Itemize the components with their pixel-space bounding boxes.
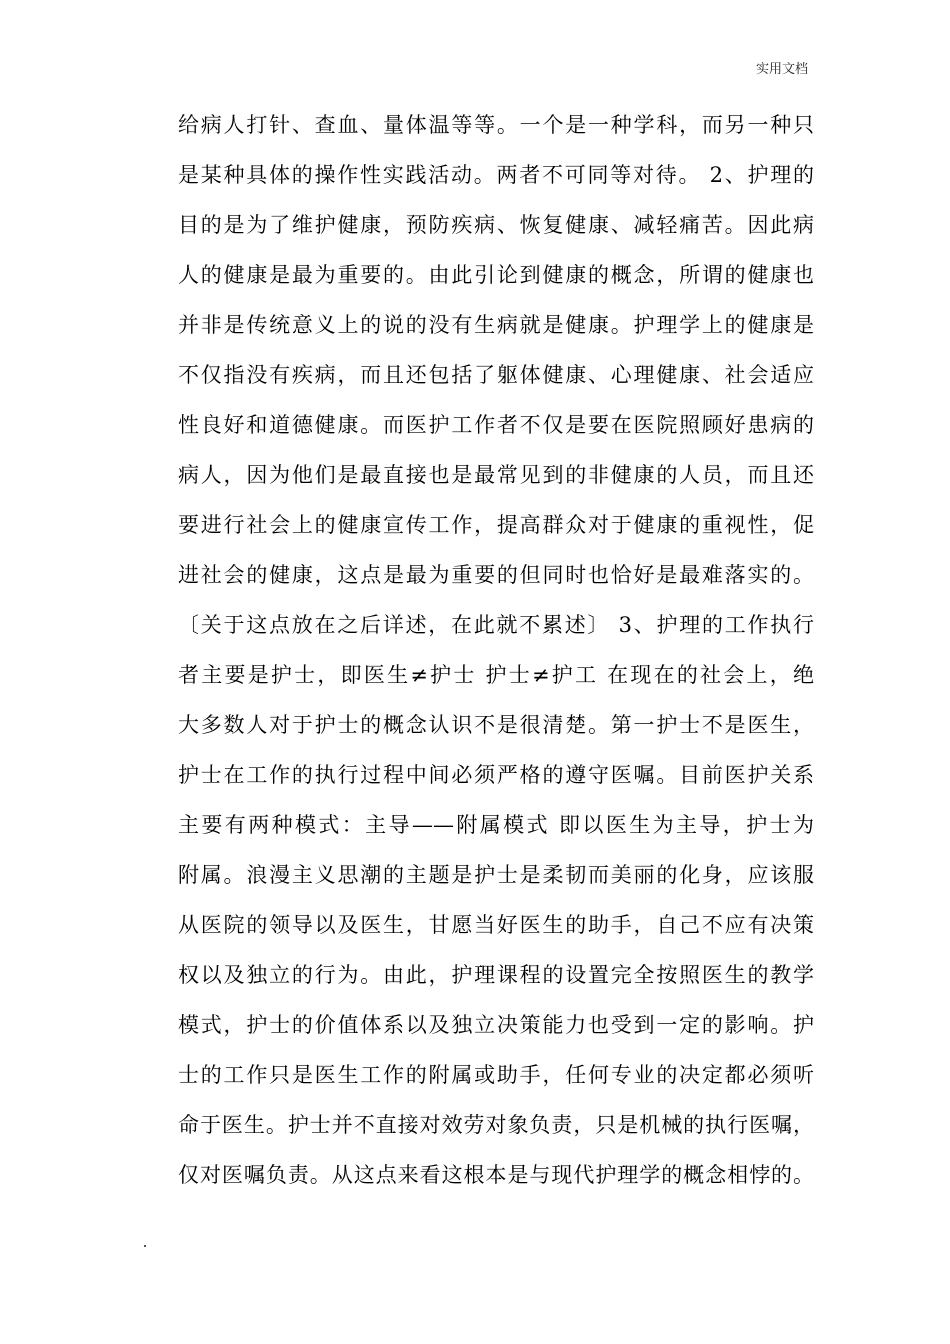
text-line: 目的是为了维护健康，预防疾病、恢复健康、减轻痛苦。因此病: [178, 213, 814, 237]
text-line: 士的工作只是医生工作的附属或助手，任何专业的决定都必须听: [178, 1063, 814, 1087]
document-body: [178, 100, 814, 1200]
text-line: 者主要是护士，即医生≠护士 护士≠护工 在现在的社会上，绝: [178, 663, 814, 687]
footer-dot: [144, 1245, 146, 1247]
text-line: 模式，护士的价值体系以及独立决策能力也受到一定的影响。护: [178, 1013, 814, 1037]
text-line: 大多数人对于护士的概念认识不是很清楚。第一护士不是医生，: [178, 713, 814, 737]
text-line: 并非是传统意义上的说的没有生病就是健康。护理学上的健康是: [178, 313, 814, 337]
text-line: 不仅指没有疾病，而且还包括了躯体健康、心理健康、社会适应: [178, 363, 814, 387]
text-line: 命于医生。护士并不直接对效劳对象负责，只是机械的执行医嘱，: [178, 1113, 814, 1137]
text-line: 性良好和道德健康。而医护工作者不仅是要在医院照顾好患病的: [178, 413, 814, 437]
text-line: 进社会的健康，这点是最为重要的但同时也恰好是最难落实的。: [178, 563, 814, 587]
text-line: 仅对医嘱负责。从这点来看这根本是与现代护理学的概念相悖的。: [178, 1163, 814, 1187]
text-line: 人的健康是最为重要的。由此引论到健康的概念，所谓的健康也: [178, 263, 814, 287]
text-line: 从医院的领导以及医生，甘愿当好医生的助手，自己不应有决策: [178, 913, 814, 937]
text-line: 要进行社会上的健康宣传工作，提高群众对于健康的重视性，促: [178, 513, 814, 537]
text-line: 附属。浪漫主义思潮的主题是护士是柔韧而美丽的化身，应该服: [178, 863, 814, 887]
text-line: 给病人打针、查血、量体温等等。一个是一种学科，而另一种只: [178, 113, 814, 137]
text-line: 病人，因为他们是最直接也是最常见到的非健康的人员，而且还: [178, 463, 814, 487]
text-line: 权以及独立的行为。由此，护理课程的设置完全按照医生的教学: [178, 963, 814, 987]
page-header-label: 实用文档: [755, 62, 808, 77]
text-line: 〔关于这点放在之后详述，在此就不累述〕 3、护理的工作执行: [178, 613, 814, 637]
text-line: 主要有两种模式：主导——附属模式 即以医生为主导，护士为: [178, 813, 814, 837]
text-line: 护士在工作的执行过程中间必须严格的遵守医嘱。目前医护关系: [178, 763, 814, 787]
text-line: 是某种具体的操作性实践活动。两者不可同等对待。 2、护理的: [178, 163, 814, 187]
